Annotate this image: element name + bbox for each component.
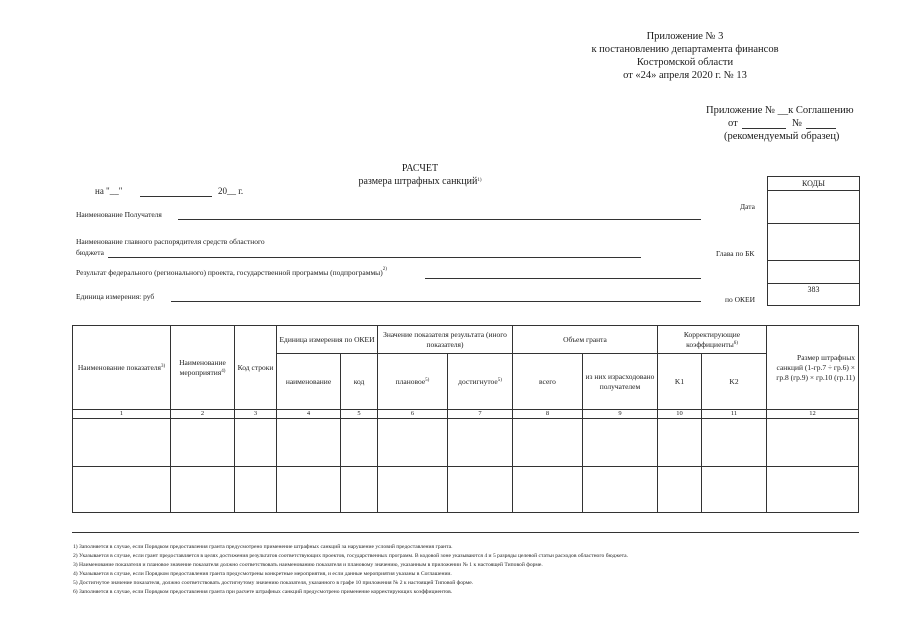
col-indicator-name: Наименование показателя$^{3)}$ xyxy=(73,326,171,410)
table-row xyxy=(73,419,859,467)
col-number: 4 xyxy=(277,410,341,419)
col-coef-group: Корректирующие коэффициенты$^{6)}$ xyxy=(658,326,767,354)
agreement-header xyxy=(700,104,860,143)
col-number: 10 xyxy=(658,410,702,419)
gr-label-1: Наименование главного распорядителя средств областного xyxy=(76,237,265,246)
col-number: 5 xyxy=(341,410,378,419)
recipient-label: Наименование Получателя xyxy=(76,210,162,219)
col-planned: плановое$^{5)}$ xyxy=(378,354,448,410)
date-blank xyxy=(140,196,212,197)
col-grant-total: всего xyxy=(513,354,583,410)
appendix-line-3: Костромской области xyxy=(636,57,734,68)
agreement-from-label: от xyxy=(728,118,738,129)
appendix-line-1: Приложение № 3 xyxy=(646,31,724,42)
date-suffix: 20__ г. xyxy=(218,186,244,196)
codes-okei-cell: 383 xyxy=(768,283,859,305)
col-number: 3 xyxy=(235,410,277,419)
col-number: 2 xyxy=(171,410,235,419)
unit-label: Единица измерения: руб xyxy=(76,292,155,301)
gr-label-2: бюджета xyxy=(76,248,104,257)
col-number: 8 xyxy=(513,410,583,419)
table-row xyxy=(73,467,859,513)
col-unit-name: наименование xyxy=(277,354,341,410)
date-line xyxy=(95,186,122,196)
agreement-line-2 xyxy=(700,117,860,130)
title-line-2: размера штрафных санкций$^{1)}$ xyxy=(358,176,482,187)
footnote-1: 1) Заполняется в случае, если Порядком предоставления гранта предусмотрено применение штрафных санкций за нарушение условий предоставления гранта. xyxy=(73,544,453,550)
document-title xyxy=(320,162,520,188)
agreement-no-label: № xyxy=(792,118,803,129)
result-line xyxy=(425,278,701,279)
col-number: 11 xyxy=(702,410,767,419)
agreement-line-3: (рекомендуемый образец) xyxy=(724,131,840,142)
gr-line xyxy=(108,257,641,258)
agreement-date-blank xyxy=(742,128,786,129)
footnote-5: 5) Достигнутое значение показателя, должно соответствовать достигнутому значению показателя, указанного в графе 10 приложения № 2 к настоящей Типовой форме. xyxy=(73,580,474,586)
col-number: 6 xyxy=(378,410,448,419)
bk-label: Глава по БК xyxy=(716,249,755,258)
footnote-4: 4) Указывается в случае, если Порядком предоставления гранта предусмотрены конкретные мероприятия, и если данные мероприятия указаны в Соглашении. xyxy=(73,571,452,577)
recipient-line xyxy=(178,219,701,220)
footnote-6: 6) Заполняется в случае, если Порядком предоставления гранта при расчете штрафных санкций предусмотрено применение корректирующих коэффициентов. xyxy=(73,589,453,595)
codes-header: КОДЫ xyxy=(802,179,825,188)
appendix-header xyxy=(580,30,790,82)
footnote-2: 2) Указывается в случае, если грант предоставляется в целях достижения результатов соответствующих проектов, государственных программ. В кодовой зоне указываются 4 и 5 разряды целевой статьи расходов областного бюджета. xyxy=(73,553,628,559)
penalty-table xyxy=(72,325,859,513)
okei-label: по ОКЕИ xyxy=(725,295,756,304)
col-line-code: Код строки xyxy=(235,326,277,410)
col-achieved: достигнутое$^{5)}$ xyxy=(448,354,513,410)
result-label: Результат федерального (регионального) проекта, государственной программы (подпрограммы)$^{2)}$ xyxy=(76,267,387,277)
column-numbers-row xyxy=(73,410,859,419)
col-unit-group: Единица измерения по ОКЕИ xyxy=(277,326,378,354)
col-penalty: Размер штрафных санкций (1-гр.7 ÷ гр.6) × гр.8 (гр.9) × гр.10 (гр.11) xyxy=(767,326,859,410)
codes-box xyxy=(767,176,860,306)
col-number: 9 xyxy=(583,410,658,419)
unit-line xyxy=(171,301,701,302)
appendix-line-4: от «24» апреля 2020 г. № 13 xyxy=(623,70,747,81)
footnote-separator xyxy=(72,532,859,533)
col-k1: K1 xyxy=(658,354,702,410)
col-grant-group: Объем гранта xyxy=(513,326,658,354)
footnote-3: 3) Наименование показателя и плановое значение показателя должно соответствовать наименованию показателя и плановому значению, указанным в приложении № 1 к настоящей Типовой форме. xyxy=(73,562,543,568)
date-label: Дата xyxy=(740,202,755,211)
codes-bk-cell xyxy=(768,260,859,283)
appendix-line-2: к постановлению департамента финансов xyxy=(591,44,779,55)
agreement-number-blank xyxy=(806,128,836,129)
col-unit-code: код xyxy=(341,354,378,410)
col-number: 12 xyxy=(767,410,859,419)
col-number: 1 xyxy=(73,410,171,419)
date-prefix: на "__" xyxy=(95,186,123,196)
codes-gr-cell xyxy=(768,223,859,260)
col-number: 7 xyxy=(448,410,513,419)
codes-date-cell xyxy=(768,190,859,223)
agreement-line-1: Приложение № __к Соглашению xyxy=(706,105,854,116)
col-k2: K2 xyxy=(702,354,767,410)
col-grant-spent: из них израсходовано получателем xyxy=(583,354,658,410)
col-event-name: Наименование мероприятия$^{4)}$ xyxy=(171,326,235,410)
title-line-1: РАСЧЕТ xyxy=(401,163,439,174)
col-value-group: Значение показателя результата (иного показателя) xyxy=(378,326,513,354)
